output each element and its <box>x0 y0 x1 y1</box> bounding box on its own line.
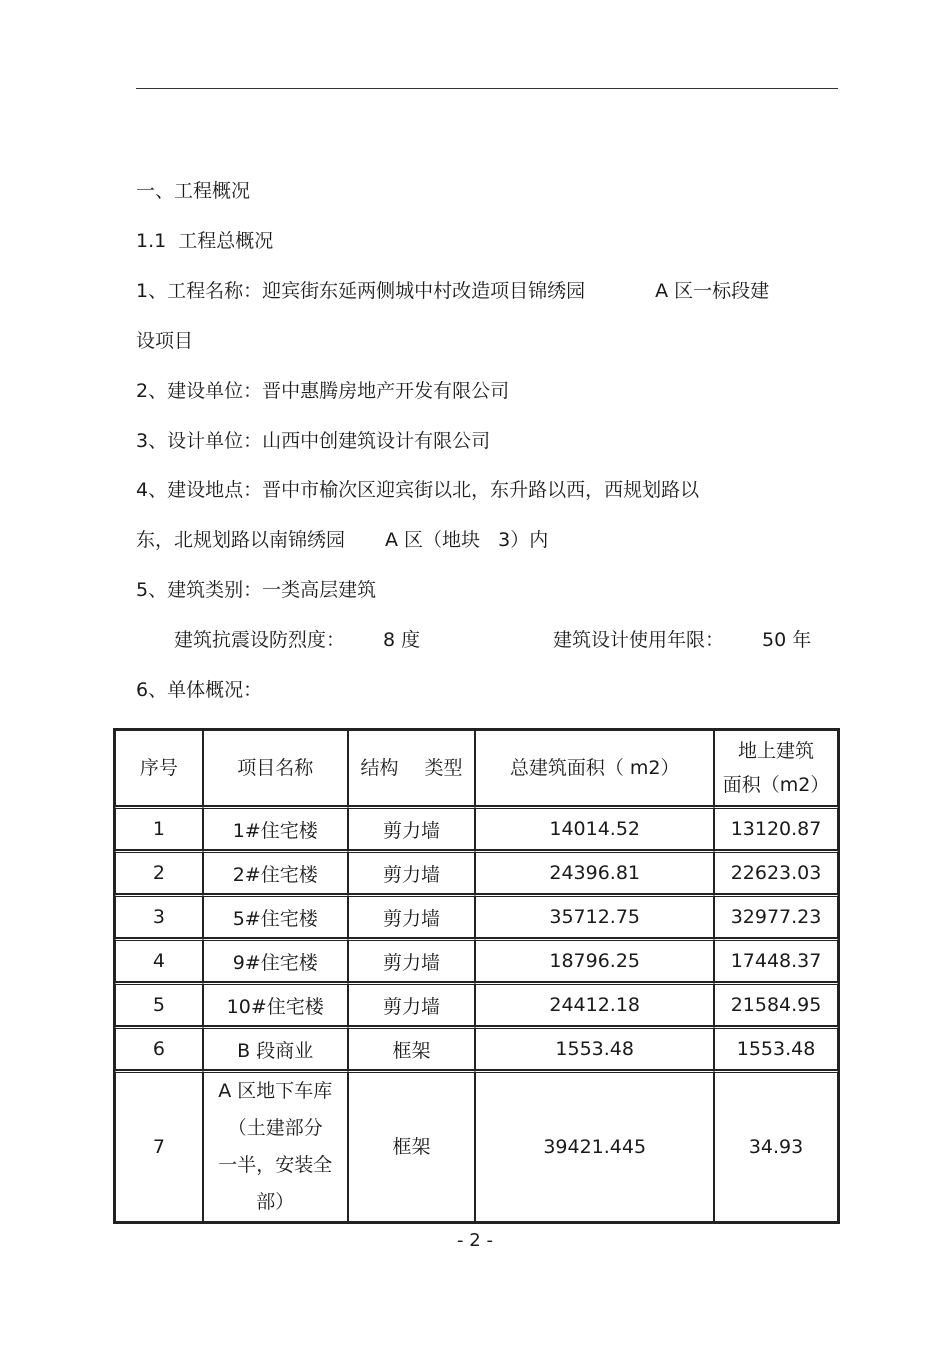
client-line <box>136 379 509 403</box>
section-title: 一、工程概况 <box>136 180 251 202</box>
header-no: 序号 <box>115 730 203 806</box>
cell-structure: 剪力墙 <box>348 806 476 850</box>
cell-structure: 剪力墙 <box>348 894 476 938</box>
designer-value: 山西中创建筑设计有限公司 <box>262 430 491 452</box>
design-life-line <box>553 628 811 652</box>
subsection-title: 1.1 工程总概况 <box>136 230 274 252</box>
header-total-area: 总建筑面积（ m2） <box>475 730 714 806</box>
cell-above-area: 13120.87 <box>714 806 838 850</box>
cell-above-area: 1553.48 <box>714 1026 838 1070</box>
cell-total-area: 39421.445 <box>475 1070 714 1222</box>
location-value: 晋中市榆次区迎宾街以北，东升路以西，西规划路以 <box>262 479 700 501</box>
project-name-line <box>136 279 769 303</box>
cell-structure: 框架 <box>348 1026 476 1070</box>
cell-no: 6 <box>115 1026 203 1070</box>
seismic-label: 建筑抗震设防烈度： <box>174 629 346 651</box>
cell-above-area: 17448.37 <box>714 938 838 982</box>
client-label: 2、建设单位： <box>136 380 263 402</box>
location-label: 4、建设地点： <box>136 479 263 501</box>
cell-above-area: 21584.95 <box>714 982 838 1026</box>
header-above-area: 地上建筑 面积（m2） <box>714 730 838 806</box>
project-name-line-2: 设项目 <box>136 330 194 352</box>
cell-structure: 剪力墙 <box>348 850 476 894</box>
cell-name: 2#住宅楼 <box>203 850 348 894</box>
table-row <box>115 1026 838 1070</box>
cell-total-area: 14014.52 <box>475 806 714 850</box>
cell-name: 1#住宅楼 <box>203 806 348 850</box>
seismic-line <box>174 628 420 652</box>
table-row <box>115 938 838 982</box>
page-number: - 2 - <box>457 1230 493 1251</box>
table-header-row <box>115 730 838 806</box>
cell-name: B 段商业 <box>203 1026 348 1070</box>
cell-total-area: 1553.48 <box>475 1026 714 1070</box>
header-name: 项目名称 <box>203 730 348 806</box>
cell-above-area: 32977.23 <box>714 894 838 938</box>
table-row <box>115 1070 838 1222</box>
cell-structure: 剪力墙 <box>348 982 476 1026</box>
cell-total-area: 24412.18 <box>475 982 714 1026</box>
client-value: 晋中惠腾房地产开发有限公司 <box>262 380 510 402</box>
location-line <box>136 478 699 502</box>
table-row <box>115 894 838 938</box>
cell-no: 5 <box>115 982 203 1026</box>
cell-no: 1 <box>115 806 203 850</box>
location-value-cont: 东，北规划路以南锦绣园 <box>136 529 346 551</box>
cell-no: 7 <box>115 1070 203 1222</box>
cell-total-area: 35712.75 <box>475 894 714 938</box>
cell-total-area: 18796.25 <box>475 938 714 982</box>
unit-overview-table <box>113 728 840 1224</box>
project-name-value: 迎宾街东延两侧城中村改造项目锦绣园 <box>262 280 586 302</box>
cell-no: 4 <box>115 938 203 982</box>
cell-no: 3 <box>115 894 203 938</box>
location-line-2 <box>136 528 548 552</box>
cell-name: 9#住宅楼 <box>203 938 348 982</box>
cell-name: A 区地下车库 （土建部分 一半，安装全 部） <box>203 1070 348 1222</box>
designer-line <box>136 429 490 453</box>
location-value-end: A 区（地块 3）内 <box>385 529 549 551</box>
table-row <box>115 806 838 850</box>
project-name-value-cont: A 区一标段建 <box>655 280 770 302</box>
table-row <box>115 982 838 1026</box>
cell-above-area: 22623.03 <box>714 850 838 894</box>
header-structure: 结构 类型 <box>348 730 476 806</box>
design-life-value: 50 年 <box>762 629 812 651</box>
category-label: 5、建筑类别： <box>136 579 263 601</box>
cell-above-area: 34.93 <box>714 1070 838 1222</box>
cell-name: 5#住宅楼 <box>203 894 348 938</box>
design-life-label: 建筑设计使用年限： <box>553 629 725 651</box>
category-value: 一类高层建筑 <box>262 579 377 601</box>
cell-name: 10#住宅楼 <box>203 982 348 1026</box>
cell-structure: 框架 <box>348 1070 476 1222</box>
cell-total-area: 24396.81 <box>475 850 714 894</box>
unit-overview-label: 6、单体概况： <box>136 679 263 701</box>
category-line <box>136 578 376 602</box>
project-name-label: 1、工程名称： <box>136 280 263 302</box>
cell-no: 2 <box>115 850 203 894</box>
cell-structure: 剪力墙 <box>348 938 476 982</box>
header-rule <box>136 88 838 89</box>
seismic-value: 8 度 <box>383 629 421 651</box>
designer-label: 3、设计单位： <box>136 430 263 452</box>
table-row <box>115 850 838 894</box>
